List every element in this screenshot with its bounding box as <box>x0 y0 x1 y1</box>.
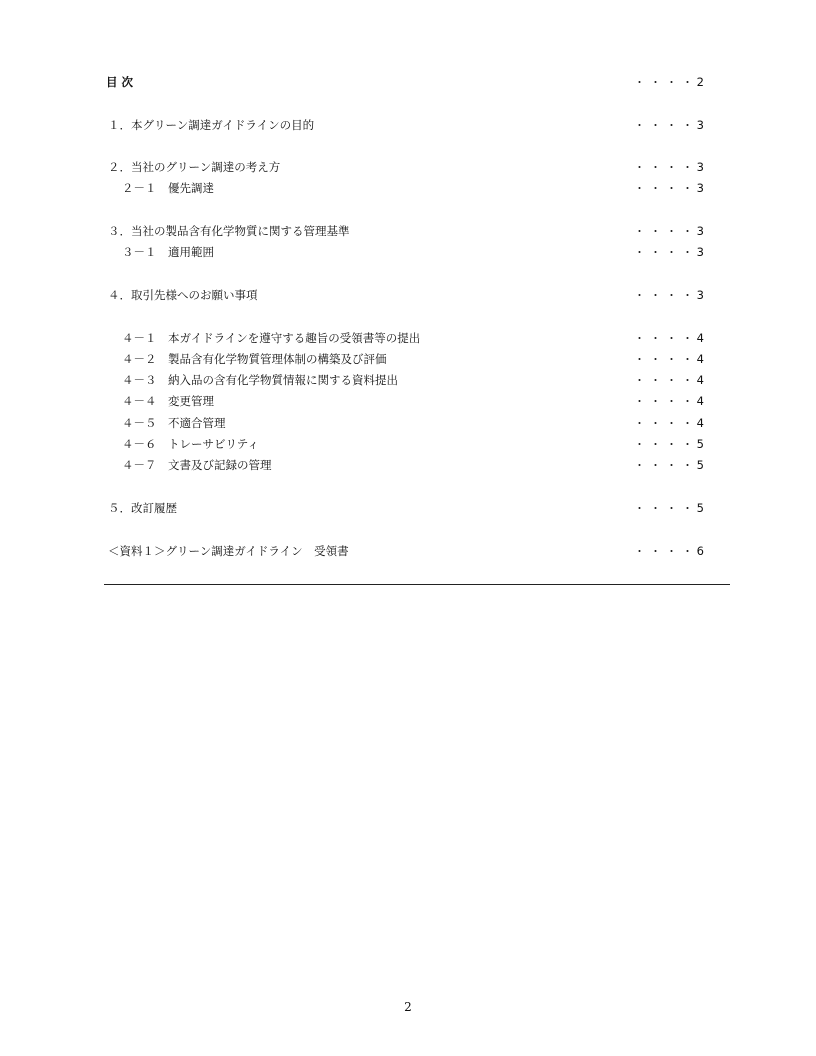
toc-page-number: 3 <box>696 245 704 260</box>
toc-leader-dots: ・・・・ <box>634 374 698 388</box>
toc-entry-label: ＜資料１＞グリーン調達ガイドライン 受領書 <box>108 543 349 558</box>
toc-entry[interactable] <box>104 115 704 136</box>
horizontal-divider <box>104 584 730 585</box>
toc-leader-dots: ・・・・ <box>634 395 698 409</box>
toc-leader-dots: ・・・・ <box>634 438 698 452</box>
toc-subentry[interactable] <box>104 349 704 370</box>
toc-title: 目 次 <box>106 75 134 89</box>
toc-entry[interactable] <box>104 221 704 242</box>
toc-page-number: 3 <box>696 287 704 302</box>
toc-page-number: 4 <box>696 373 704 388</box>
toc-subentry[interactable] <box>104 328 704 349</box>
toc-page-number: 5 <box>696 458 704 473</box>
toc-page-number: 3 <box>696 224 704 239</box>
toc-leader-dots: ・・・・ <box>634 416 698 430</box>
toc-subentry-label: ４－７ 文書及び記録の管理 <box>122 458 272 473</box>
toc-subentry-label: ４－２ 製品含有化学物質管理体制の構築及び評価 <box>122 351 387 366</box>
toc-entry-label: １．本グリーン調達ガイドラインの目的 <box>108 117 315 132</box>
toc-page-number: 4 <box>696 330 704 345</box>
toc-subentry[interactable] <box>104 370 704 391</box>
toc-subentry[interactable] <box>104 178 704 199</box>
toc-entry-label: ３．当社の製品含有化学物質に関する管理基準 <box>108 224 350 239</box>
toc-page-number: 4 <box>696 394 704 409</box>
toc-subentry-label: ４－３ 納入品の含有化学物質情報に関する資料提出 <box>122 373 398 388</box>
toc-subentry[interactable] <box>104 391 704 412</box>
toc-leader-dots: ・・・・ <box>634 225 698 239</box>
toc-entry[interactable] <box>104 285 704 306</box>
toc-page-number: 4 <box>696 351 704 366</box>
toc-page-number: 3 <box>696 181 704 196</box>
toc-leader-dots: ・・・・ <box>634 246 698 260</box>
toc-heading <box>104 72 704 93</box>
toc-subentry-label: ３－１ 適用範囲 <box>122 245 214 260</box>
toc-leader-dots: ・・・・ <box>634 288 698 302</box>
toc-entry-label: ５．改訂履歴 <box>108 500 177 515</box>
page-footer-number: 2 <box>404 1000 412 1014</box>
toc-entry-label: ２．当社のグリーン調達の考え方 <box>108 160 281 175</box>
toc-entry[interactable] <box>104 498 704 519</box>
toc-subentry[interactable] <box>104 455 704 476</box>
toc-page-number: 3 <box>696 160 704 175</box>
toc-leader-dots: ・・・・ <box>634 352 698 366</box>
toc-entry-label: ４．取引先様へのお願い事項 <box>108 287 258 302</box>
toc-page-number: 6 <box>696 543 704 558</box>
toc-subentry[interactable] <box>104 413 704 434</box>
toc-leader-dots: ・・・・ <box>634 459 698 473</box>
toc-subentry-label: ２－１ 優先調達 <box>122 181 214 196</box>
toc-leader-dots: ・・・・ <box>634 501 698 515</box>
toc-page-number: 5 <box>696 437 704 452</box>
toc-subentry-label: ４－１ 本ガイドラインを遵守する趣旨の受領書等の提出 <box>122 330 421 345</box>
toc-subentry-label: ４－５ 不適合管理 <box>122 415 226 430</box>
toc-subentry[interactable] <box>104 242 704 263</box>
toc-page-number: 4 <box>696 415 704 430</box>
toc-leader-dots: ・・・・ <box>634 118 698 132</box>
toc-leader-dots: ・・・・ <box>634 182 698 196</box>
toc-subentry-label: ４－６ トレーサビリティ <box>122 437 259 452</box>
toc-page-number: 5 <box>696 500 704 515</box>
toc-leader-dots: ・・・・ <box>634 161 698 175</box>
toc-page-number: 2 <box>696 75 704 89</box>
toc-page-number: 3 <box>696 117 704 132</box>
toc-subentry-label: ４－４ 変更管理 <box>122 394 214 409</box>
toc-leader-dots: ・・・・ <box>634 331 698 345</box>
toc-subentry[interactable] <box>104 434 704 455</box>
toc-entry[interactable] <box>104 157 704 178</box>
table-of-contents <box>104 72 704 562</box>
toc-leader-dots: ・・・・ <box>634 544 698 558</box>
toc-leader-dots: ・・・・ <box>634 76 698 89</box>
toc-entry[interactable] <box>104 541 704 562</box>
